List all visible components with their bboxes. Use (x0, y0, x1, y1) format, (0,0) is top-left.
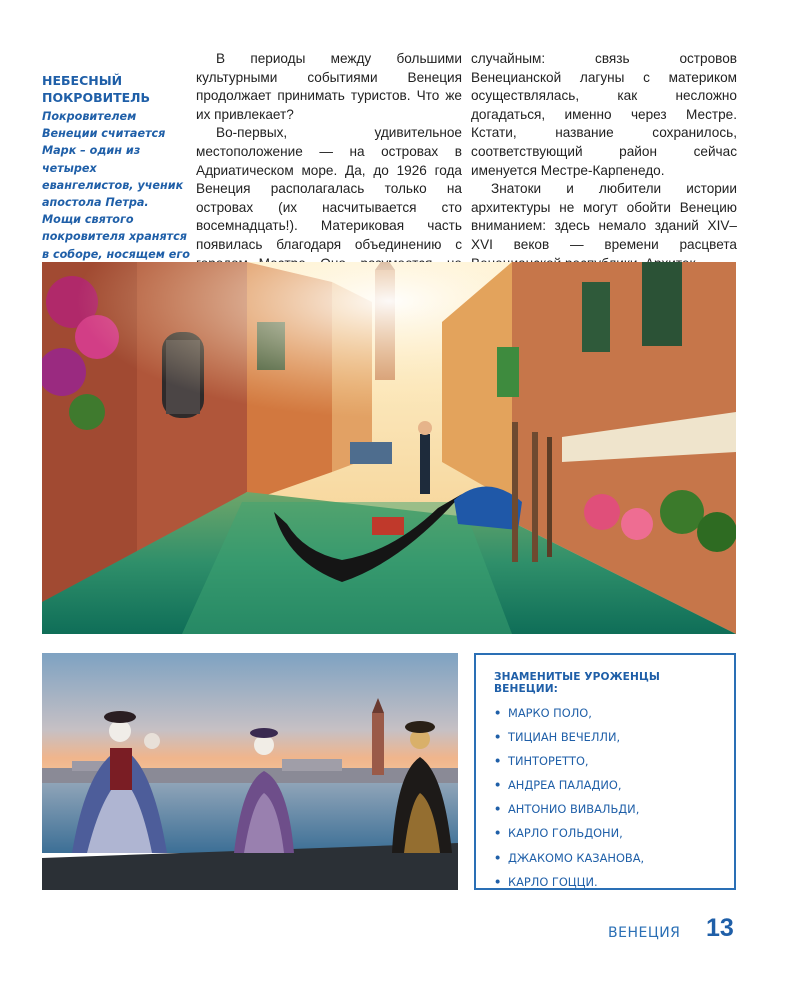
native-name: ТИЦИАН ВЕЧЕЛЛИ, (508, 730, 621, 745)
sidebar-note (42, 72, 190, 280)
list-item (494, 725, 720, 749)
native-name: АНДРЕА ПАЛАДИО, (508, 778, 622, 793)
venice-canal-photo (42, 262, 736, 634)
carnival-photo (42, 653, 458, 890)
bullet-icon: • (494, 802, 502, 817)
list-item (494, 797, 720, 821)
bullet-icon: • (494, 754, 502, 769)
bullet-icon: • (494, 778, 502, 793)
article-column-1 (196, 50, 462, 292)
list-item (494, 773, 720, 797)
famous-natives-list (494, 701, 720, 894)
list-item (494, 749, 720, 773)
sidebar-text: Покровителем Венеции считается Марк – один из четырех евангелистов, ученик апостола Петра. Мощи святого покровителя хранятся в соборе, носящем его (42, 110, 190, 261)
native-name: АНТОНИО ВИВАЛЬДИ, (508, 802, 640, 817)
bullet-icon: • (494, 874, 502, 889)
native-name: ТИНТОРЕТТО, (508, 754, 589, 769)
article-column-2 (471, 50, 737, 273)
native-name: МАРКО ПОЛО, (508, 706, 592, 720)
article-paragraph: Во-первых, удивительное местоположение — на островах в Адриатическом море. Да, до 1926 года Венеция располагалась только на островах (их насчитывается сто восемнадцать!). Материковая часть появилась благодаря объединению с (196, 125, 462, 252)
page-number: 13 (706, 914, 734, 942)
famous-natives-title: ЗНАМЕНИТЫЕ УРОЖЕНЦЫ ВЕНЕЦИИ: (494, 671, 660, 695)
bullet-icon: • (494, 706, 502, 720)
native-name: КАРЛО ГОЦЦИ. (508, 874, 598, 889)
sidebar-heading: НЕБЕСНЫЙ ПОКРОВИТЕЛЬ (42, 73, 151, 105)
bullet-icon: • (494, 826, 502, 841)
list-item (494, 846, 720, 870)
bullet-icon: • (494, 730, 502, 745)
list-item (494, 870, 720, 894)
section-title: ВЕНЕЦИЯ (608, 925, 681, 941)
famous-natives-box (474, 653, 736, 890)
native-name: КАРЛО ГОЛЬДОНИ, (508, 826, 623, 841)
list-item (494, 821, 720, 845)
article-paragraph: В периоды между большими культурными событиями Венеция продолжает принимать туристов. Что же их привлекает? (196, 51, 462, 122)
article-paragraph: Знатоки и любители истории архитектуры не могут обойти Венецию вниманием: здесь немало зданий XIV–XVI веков — времени расцвета (471, 181, 737, 252)
bullet-icon: • (494, 850, 502, 865)
native-name: ДЖАКОМО КАЗАНОВА, (508, 850, 645, 865)
list-item (494, 701, 720, 725)
article-paragraph: случайным: связь островов Венецианской лагуны с материком осуществлялась, как несложно догадаться, именно через Местре. Кстати, название сохранилось, соответствующий район сейчас именуется Местре-Карпенедо. (471, 51, 737, 178)
